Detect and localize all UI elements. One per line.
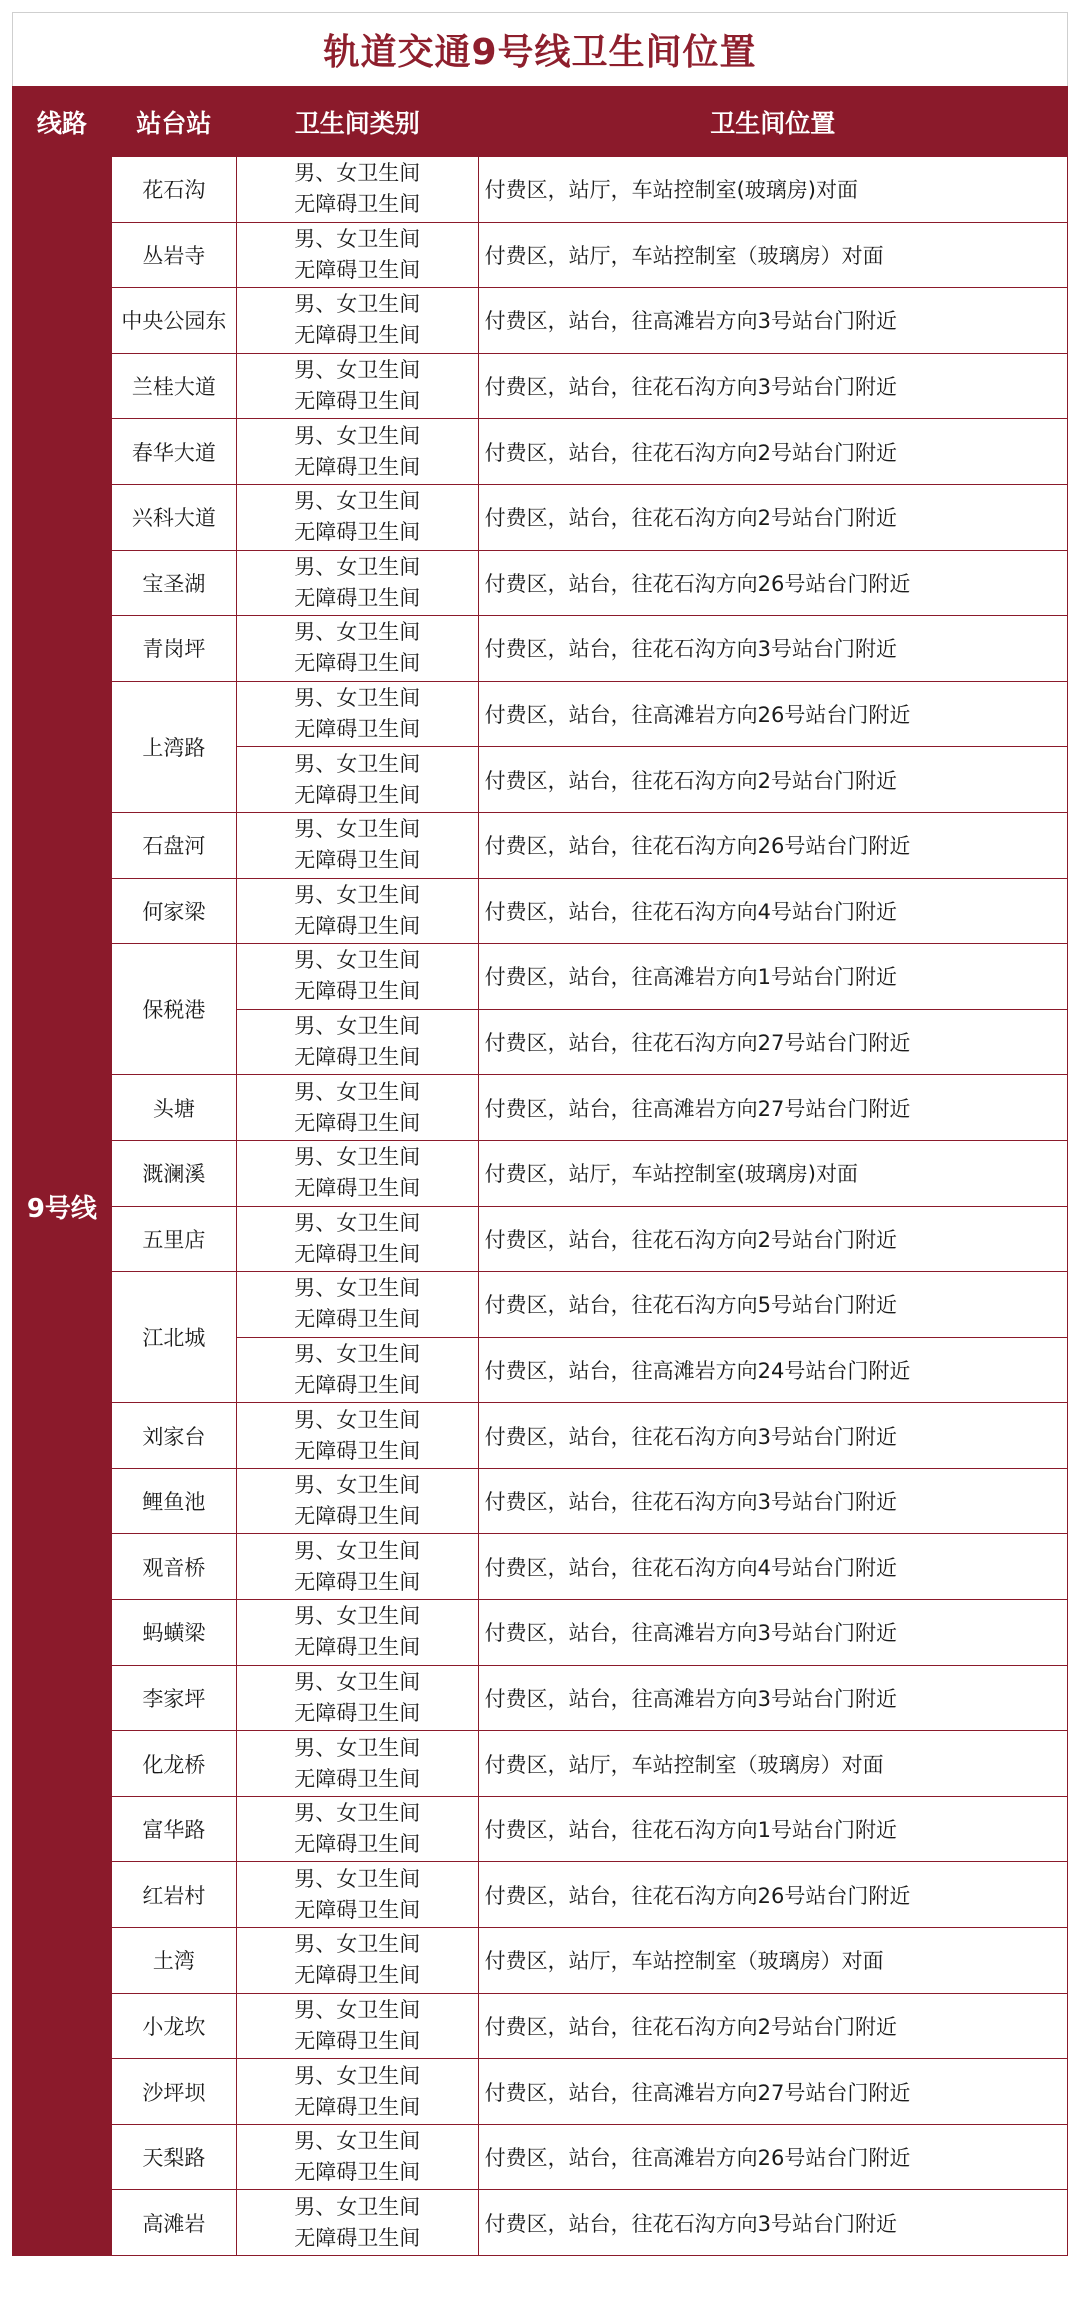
- table-row: [13, 944, 1068, 1010]
- toilet-location: 付费区，站台，往花石沟方向5号站台门附近: [478, 1272, 1067, 1338]
- table-row: [13, 1140, 1068, 1206]
- toilet-type: [236, 1140, 478, 1206]
- table-row: [13, 1731, 1068, 1797]
- table-row: [13, 2124, 1068, 2190]
- toilet-location: 付费区，站台，往高滩岩方向3号站台门附近: [478, 1600, 1067, 1666]
- toilet-location: 付费区，站台，往花石沟方向3号站台门附近: [478, 616, 1067, 682]
- toilet-type: [236, 1009, 478, 1075]
- station-name: 蚂蟥梁: [111, 1600, 236, 1666]
- toilet-type-accessible: 无障碍卫生间: [294, 979, 421, 1004]
- toilet-location: 付费区，站台，往高滩岩方向27号站台门附近: [478, 1075, 1067, 1141]
- toilet-type-gender: 男、女卫生间: [294, 817, 421, 842]
- toilet-type: [236, 288, 478, 354]
- toilet-type-accessible: 无障碍卫生间: [294, 651, 421, 676]
- station-name: 溉澜溪: [111, 1140, 236, 1206]
- toilet-location: 付费区，站台，往花石沟方向2号站台门附近: [478, 419, 1067, 485]
- toilet-type-gender: 男、女卫生间: [294, 1538, 421, 1563]
- toilet-type-accessible: 无障碍卫生间: [294, 323, 421, 348]
- table-row: [13, 550, 1068, 616]
- station-name: 石盘河: [111, 812, 236, 878]
- toilet-location: 付费区，站台，往花石沟方向3号站台门附近: [478, 1403, 1067, 1469]
- toilet-type-accessible: 无障碍卫生间: [294, 2028, 421, 2053]
- toilet-location: 付费区，站台，往花石沟方向3号站台门附近: [478, 353, 1067, 419]
- toilet-location: 付费区，站台，往高滩岩方向27号站台门附近: [478, 2059, 1067, 2125]
- title-bar: [12, 12, 1068, 86]
- toilet-type-accessible: 无障碍卫生间: [294, 2225, 421, 2250]
- toilet-location: 付费区，站台，往花石沟方向26号站台门附近: [478, 1862, 1067, 1928]
- toilet-type-gender: 男、女卫生间: [294, 1210, 421, 1235]
- toilet-type: [236, 1862, 478, 1928]
- station-name: 富华路: [111, 1796, 236, 1862]
- table-row: [13, 1534, 1068, 1600]
- toilet-type-gender: 男、女卫生间: [294, 1145, 421, 1170]
- station-name: 沙坪坝: [111, 2059, 236, 2125]
- toilet-type-gender: 男、女卫生间: [294, 2063, 421, 2088]
- toilet-type: [236, 747, 478, 813]
- toilet-type-accessible: 无障碍卫生间: [294, 1176, 421, 1201]
- toilet-location: 付费区，站厅，车站控制室(玻璃房)对面: [478, 157, 1067, 223]
- station-name: 天梨路: [111, 2124, 236, 2190]
- toilet-location: 付费区，站台，往高滩岩方向26号站台门附近: [478, 681, 1067, 747]
- toilet-type-gender: 男、女卫生间: [294, 1276, 421, 1301]
- toilet-type-accessible: 无障碍卫生间: [294, 2094, 421, 2119]
- station-name: 宝圣湖: [111, 550, 236, 616]
- station-name: 春华大道: [111, 419, 236, 485]
- toilet-type: [236, 1403, 478, 1469]
- toilet-location: 付费区，站台，往花石沟方向3号站台门附近: [478, 1468, 1067, 1534]
- toilet-type: [236, 157, 478, 223]
- toilet-type-gender: 男、女卫生间: [294, 1866, 421, 1891]
- toilet-type-accessible: 无障碍卫生间: [294, 585, 421, 610]
- toilet-location: 付费区，站厅，车站控制室（玻璃房）对面: [478, 1928, 1067, 1994]
- toilet-location: 付费区，站台，往花石沟方向4号站台门附近: [478, 878, 1067, 944]
- table-row: [13, 1600, 1068, 1666]
- toilet-location: 付费区，站台，往高滩岩方向26号站台门附近: [478, 2124, 1067, 2190]
- station-name: 头塘: [111, 1075, 236, 1141]
- toilet-type-gender: 男、女卫生间: [294, 1014, 421, 1039]
- toilet-type-gender: 男、女卫生间: [294, 882, 421, 907]
- table-row: [13, 681, 1068, 747]
- station-name: 上湾路: [111, 681, 236, 812]
- toilet-location: 付费区，站台，往花石沟方向1号站台门附近: [478, 1796, 1067, 1862]
- toilet-type-accessible: 无障碍卫生间: [294, 1832, 421, 1857]
- toilet-type: [236, 550, 478, 616]
- toilet-location: 付费区，站台，往花石沟方向27号站台门附近: [478, 1009, 1067, 1075]
- table-row: [13, 812, 1068, 878]
- table-row: [13, 616, 1068, 682]
- toilet-type-gender: 男、女卫生间: [294, 423, 421, 448]
- toilet-type-gender: 男、女卫生间: [294, 1932, 421, 1957]
- table-row: [13, 288, 1068, 354]
- table-body: [13, 157, 1068, 2256]
- toilet-type-accessible: 无障碍卫生间: [294, 1963, 421, 1988]
- toilet-type: [236, 1206, 478, 1272]
- toilet-type: [236, 1928, 478, 1994]
- toilet-location: 付费区，站台，往花石沟方向2号站台门附近: [478, 1206, 1067, 1272]
- toilet-type-accessible: 无障碍卫生间: [294, 1635, 421, 1660]
- table-row: [13, 2190, 1068, 2256]
- toilet-location-table: [12, 86, 1068, 2256]
- toilet-type-accessible: 无障碍卫生间: [294, 1700, 421, 1725]
- table-row: [13, 1862, 1068, 1928]
- station-name: 李家坪: [111, 1665, 236, 1731]
- toilet-location: 付费区，站台，往花石沟方向3号站台门附近: [478, 2190, 1067, 2256]
- header-station: 站台站: [111, 87, 236, 157]
- toilet-type-gender: 男、女卫生间: [294, 292, 421, 317]
- toilet-type: [236, 2190, 478, 2256]
- toilet-type-gender: 男、女卫生间: [294, 686, 421, 711]
- table-row: [13, 157, 1068, 223]
- toilet-type-accessible: 无障碍卫生间: [294, 1045, 421, 1070]
- toilet-type-accessible: 无障碍卫生间: [294, 192, 421, 217]
- toilet-type-gender: 男、女卫生间: [294, 2129, 421, 2154]
- toilet-type-gender: 男、女卫生间: [294, 948, 421, 973]
- station-name: 青岗坪: [111, 616, 236, 682]
- toilet-location: 付费区，站厅，车站控制室（玻璃房）对面: [478, 1731, 1067, 1797]
- page-title: 轨道交通9号线卫生间位置: [323, 32, 757, 73]
- station-name: 中央公园东: [111, 288, 236, 354]
- toilet-type-accessible: 无障碍卫生间: [294, 1569, 421, 1594]
- toilet-type-accessible: 无障碍卫生间: [294, 1438, 421, 1463]
- toilet-type: [236, 2059, 478, 2125]
- toilet-type: [236, 1993, 478, 2059]
- station-name: 刘家台: [111, 1403, 236, 1469]
- station-name: 鲤鱼池: [111, 1468, 236, 1534]
- line-name-cell: 9号线: [13, 157, 112, 2256]
- toilet-type-accessible: 无障碍卫生间: [294, 1766, 421, 1791]
- toilet-type: [236, 944, 478, 1010]
- header-location: 卫生间位置: [478, 87, 1067, 157]
- toilet-type: [236, 681, 478, 747]
- toilet-location: 付费区，站台，往花石沟方向2号站台门附近: [478, 1993, 1067, 2059]
- toilet-location: 付费区，站台，往高滩岩方向3号站台门附近: [478, 288, 1067, 354]
- toilet-type: [236, 1272, 478, 1338]
- toilet-type-gender: 男、女卫生间: [294, 554, 421, 579]
- station-name: 红岩村: [111, 1862, 236, 1928]
- header-row: [13, 87, 1068, 157]
- toilet-type: [236, 353, 478, 419]
- header-line: 线路: [13, 87, 112, 157]
- toilet-type-gender: 男、女卫生间: [294, 1407, 421, 1432]
- table-row: [13, 1206, 1068, 1272]
- toilet-type-gender: 男、女卫生间: [294, 1669, 421, 1694]
- station-name: 高滩岩: [111, 2190, 236, 2256]
- station-name: 保税港: [111, 944, 236, 1075]
- station-name: 观音桥: [111, 1534, 236, 1600]
- header-type: 卫生间类别: [236, 87, 478, 157]
- toilet-type-gender: 男、女卫生间: [294, 1735, 421, 1760]
- table-row: [13, 878, 1068, 944]
- table-row: [13, 484, 1068, 550]
- toilet-type-gender: 男、女卫生间: [294, 1079, 421, 1104]
- station-name: 兰桂大道: [111, 353, 236, 419]
- table-row: [13, 1075, 1068, 1141]
- toilet-type: [236, 878, 478, 944]
- table-row: [13, 353, 1068, 419]
- table-row: [13, 1468, 1068, 1534]
- toilet-type-accessible: 无障碍卫生间: [294, 848, 421, 873]
- toilet-type: [236, 1075, 478, 1141]
- station-name: 丛岩寺: [111, 222, 236, 288]
- toilet-type-gender: 男、女卫生间: [294, 751, 421, 776]
- table-row: [13, 419, 1068, 485]
- toilet-type-accessible: 无障碍卫生间: [294, 389, 421, 414]
- toilet-type-accessible: 无障碍卫生间: [294, 454, 421, 479]
- toilet-location: 付费区，站台，往花石沟方向26号站台门附近: [478, 812, 1067, 878]
- toilet-location: 付费区，站台，往花石沟方向2号站台门附近: [478, 484, 1067, 550]
- toilet-type-accessible: 无障碍卫生间: [294, 782, 421, 807]
- toilet-type-gender: 男、女卫生间: [294, 1997, 421, 2022]
- toilet-type: [236, 2124, 478, 2190]
- toilet-type: [236, 1468, 478, 1534]
- toilet-location: 付费区，站台，往花石沟方向4号站台门附近: [478, 1534, 1067, 1600]
- toilet-type-accessible: 无障碍卫生间: [294, 2160, 421, 2185]
- toilet-type: [236, 484, 478, 550]
- toilet-type: [236, 1337, 478, 1403]
- toilet-type: [236, 616, 478, 682]
- station-name: 土湾: [111, 1928, 236, 1994]
- toilet-type: [236, 1600, 478, 1666]
- toilet-type-accessible: 无障碍卫生间: [294, 1897, 421, 1922]
- toilet-location: 付费区，站台，往高滩岩方向24号站台门附近: [478, 1337, 1067, 1403]
- station-name: 花石沟: [111, 157, 236, 223]
- toilet-type: [236, 1665, 478, 1731]
- toilet-type: [236, 1534, 478, 1600]
- toilet-type-accessible: 无障碍卫生间: [294, 1504, 421, 1529]
- table-row: [13, 2059, 1068, 2125]
- toilet-type-gender: 男、女卫生间: [294, 2194, 421, 2219]
- toilet-location: 付费区，站台，往高滩岩方向3号站台门附近: [478, 1665, 1067, 1731]
- station-name: 五里店: [111, 1206, 236, 1272]
- toilet-type-gender: 男、女卫生间: [294, 1801, 421, 1826]
- table-row: [13, 1403, 1068, 1469]
- toilet-location: 付费区，站厅，车站控制室（玻璃房）对面: [478, 222, 1067, 288]
- toilet-type-accessible: 无障碍卫生间: [294, 1241, 421, 1266]
- toilet-type-accessible: 无障碍卫生间: [294, 913, 421, 938]
- toilet-type-accessible: 无障碍卫生间: [294, 1372, 421, 1397]
- toilet-location: 付费区，站厅，车站控制室(玻璃房)对面: [478, 1140, 1067, 1206]
- station-name: 小龙坎: [111, 1993, 236, 2059]
- station-name: 何家梁: [111, 878, 236, 944]
- table-row: [13, 1993, 1068, 2059]
- table-row: [13, 222, 1068, 288]
- toilet-type-gender: 男、女卫生间: [294, 226, 421, 251]
- toilet-type: [236, 812, 478, 878]
- toilet-type-accessible: 无障碍卫生间: [294, 1307, 421, 1332]
- table-row: [13, 1796, 1068, 1862]
- table-row: [13, 1272, 1068, 1338]
- table-row: [13, 1928, 1068, 1994]
- toilet-type-gender: 男、女卫生间: [294, 1604, 421, 1629]
- toilet-type: [236, 222, 478, 288]
- station-name: 江北城: [111, 1272, 236, 1403]
- toilet-type-gender: 男、女卫生间: [294, 358, 421, 383]
- toilet-type-accessible: 无障碍卫生间: [294, 257, 421, 282]
- toilet-type-gender: 男、女卫生间: [294, 1473, 421, 1498]
- toilet-type: [236, 1796, 478, 1862]
- toilet-location: 付费区，站台，往花石沟方向2号站台门附近: [478, 747, 1067, 813]
- toilet-type-gender: 男、女卫生间: [294, 161, 421, 186]
- toilet-type-accessible: 无障碍卫生间: [294, 520, 421, 545]
- toilet-location: 付费区，站台，往花石沟方向26号站台门附近: [478, 550, 1067, 616]
- station-name: 兴科大道: [111, 484, 236, 550]
- toilet-type: [236, 1731, 478, 1797]
- toilet-type-gender: 男、女卫生间: [294, 489, 421, 514]
- station-name: 化龙桥: [111, 1731, 236, 1797]
- toilet-type: [236, 419, 478, 485]
- table-row: [13, 1665, 1068, 1731]
- toilet-type-accessible: 无障碍卫生间: [294, 1110, 421, 1135]
- toilet-location: 付费区，站台，往高滩岩方向1号站台门附近: [478, 944, 1067, 1010]
- toilet-type-gender: 男、女卫生间: [294, 620, 421, 645]
- toilet-type-gender: 男、女卫生间: [294, 1341, 421, 1366]
- toilet-type-accessible: 无障碍卫生间: [294, 717, 421, 742]
